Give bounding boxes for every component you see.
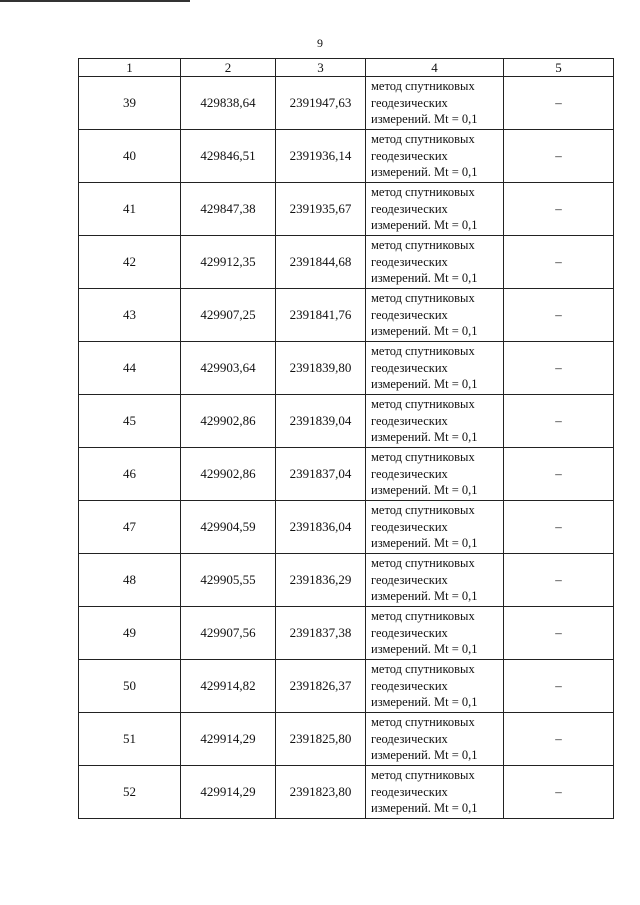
method-line: измерений. Mt = 0,1	[371, 801, 478, 816]
method-line: геодезических	[371, 519, 448, 534]
point-number-cell: 40	[79, 130, 181, 183]
note-cell: –	[504, 183, 614, 236]
y-coordinate-cell: 2391841,76	[276, 289, 366, 342]
y-coordinate-cell: 2391837,04	[276, 448, 366, 501]
coordinates-table	[78, 58, 614, 819]
method-line: метод спутниковых	[371, 662, 475, 677]
header-cell-4: 4	[366, 59, 504, 77]
table-row	[79, 607, 614, 660]
method-line: измерений. Mt = 0,1	[371, 377, 478, 392]
method-line: геодезических	[371, 625, 448, 640]
x-coordinate-cell: 429907,56	[181, 607, 276, 660]
method-line: метод спутниковых	[371, 132, 475, 147]
table-row	[79, 660, 614, 713]
method-line: геодезических	[371, 307, 448, 322]
method-line: геодезических	[371, 466, 448, 481]
method-cell	[366, 660, 504, 713]
header-cell-3: 3	[276, 59, 366, 77]
top-rule	[0, 0, 190, 2]
x-coordinate-cell: 429905,55	[181, 554, 276, 607]
x-coordinate-cell: 429914,29	[181, 766, 276, 819]
header-cell-1: 1	[79, 59, 181, 77]
method-cell	[366, 395, 504, 448]
method-cell	[366, 713, 504, 766]
point-number-cell: 46	[79, 448, 181, 501]
note-cell: –	[504, 766, 614, 819]
point-number-cell: 52	[79, 766, 181, 819]
x-coordinate-cell: 429847,38	[181, 183, 276, 236]
x-coordinate-cell: 429912,35	[181, 236, 276, 289]
note-cell: –	[504, 501, 614, 554]
x-coordinate-cell: 429902,86	[181, 448, 276, 501]
table-row	[79, 77, 614, 130]
method-line: измерений. Mt = 0,1	[371, 165, 478, 180]
y-coordinate-cell: 2391825,80	[276, 713, 366, 766]
x-coordinate-cell: 429907,25	[181, 289, 276, 342]
method-line: метод спутниковых	[371, 79, 475, 94]
note-cell: –	[504, 607, 614, 660]
method-line: измерений. Mt = 0,1	[371, 642, 478, 657]
method-line: геодезических	[371, 201, 448, 216]
method-line: метод спутниковых	[371, 609, 475, 624]
method-line: метод спутниковых	[371, 715, 475, 730]
method-line: метод спутниковых	[371, 450, 475, 465]
table-body	[79, 77, 614, 819]
method-line: метод спутниковых	[371, 556, 475, 571]
x-coordinate-cell: 429838,64	[181, 77, 276, 130]
method-line: геодезических	[371, 678, 448, 693]
note-cell: –	[504, 448, 614, 501]
x-coordinate-cell: 429914,29	[181, 713, 276, 766]
method-line: геодезических	[371, 413, 448, 428]
header-cell-5: 5	[504, 59, 614, 77]
table-row	[79, 289, 614, 342]
header-cell-2: 2	[181, 59, 276, 77]
method-line: измерений. Mt = 0,1	[371, 589, 478, 604]
note-cell: –	[504, 660, 614, 713]
x-coordinate-cell: 429914,82	[181, 660, 276, 713]
method-cell	[366, 183, 504, 236]
table-row	[79, 554, 614, 607]
x-coordinate-cell: 429904,59	[181, 501, 276, 554]
method-line: метод спутниковых	[371, 344, 475, 359]
table-row	[79, 501, 614, 554]
table-row	[79, 342, 614, 395]
note-cell: –	[504, 236, 614, 289]
point-number-cell: 48	[79, 554, 181, 607]
method-line: метод спутниковых	[371, 238, 475, 253]
table-row	[79, 236, 614, 289]
method-line: геодезических	[371, 360, 448, 375]
method-line: измерений. Mt = 0,1	[371, 112, 478, 127]
note-cell: –	[504, 289, 614, 342]
method-line: геодезических	[371, 95, 448, 110]
note-cell: –	[504, 554, 614, 607]
table-row	[79, 713, 614, 766]
note-cell: –	[504, 395, 614, 448]
y-coordinate-cell: 2391836,29	[276, 554, 366, 607]
method-line: геодезических	[371, 254, 448, 269]
table-row	[79, 766, 614, 819]
method-line: измерений. Mt = 0,1	[371, 695, 478, 710]
note-cell: –	[504, 713, 614, 766]
x-coordinate-cell: 429846,51	[181, 130, 276, 183]
table-row	[79, 448, 614, 501]
method-line: метод спутниковых	[371, 291, 475, 306]
method-line: измерений. Mt = 0,1	[371, 748, 478, 763]
method-cell	[366, 342, 504, 395]
method-line: геодезических	[371, 148, 448, 163]
method-line: измерений. Mt = 0,1	[371, 430, 478, 445]
point-number-cell: 42	[79, 236, 181, 289]
method-line: геодезических	[371, 784, 448, 799]
page-number: 9	[317, 36, 323, 50]
table-row	[79, 183, 614, 236]
note-cell: –	[504, 77, 614, 130]
y-coordinate-cell: 2391947,63	[276, 77, 366, 130]
y-coordinate-cell: 2391935,67	[276, 183, 366, 236]
y-coordinate-cell: 2391839,04	[276, 395, 366, 448]
point-number-cell: 47	[79, 501, 181, 554]
header-row	[79, 59, 614, 77]
note-cell: –	[504, 342, 614, 395]
method-line: измерений. Mt = 0,1	[371, 218, 478, 233]
method-line: метод спутниковых	[371, 503, 475, 518]
method-line: метод спутниковых	[371, 185, 475, 200]
method-line: измерений. Mt = 0,1	[371, 271, 478, 286]
method-line: геодезических	[371, 572, 448, 587]
table-row	[79, 130, 614, 183]
point-number-cell: 41	[79, 183, 181, 236]
method-line: метод спутниковых	[371, 768, 475, 783]
method-cell	[366, 289, 504, 342]
y-coordinate-cell: 2391839,80	[276, 342, 366, 395]
method-cell	[366, 130, 504, 183]
y-coordinate-cell: 2391936,14	[276, 130, 366, 183]
method-line: измерений. Mt = 0,1	[371, 324, 478, 339]
point-number-cell: 44	[79, 342, 181, 395]
method-cell	[366, 501, 504, 554]
method-cell	[366, 607, 504, 660]
point-number-cell: 39	[79, 77, 181, 130]
point-number-cell: 43	[79, 289, 181, 342]
point-number-cell: 50	[79, 660, 181, 713]
method-cell	[366, 554, 504, 607]
table-row	[79, 395, 614, 448]
y-coordinate-cell: 2391823,80	[276, 766, 366, 819]
point-number-cell: 51	[79, 713, 181, 766]
y-coordinate-cell: 2391844,68	[276, 236, 366, 289]
method-cell	[366, 448, 504, 501]
x-coordinate-cell: 429902,86	[181, 395, 276, 448]
note-cell: –	[504, 130, 614, 183]
method-cell	[366, 766, 504, 819]
y-coordinate-cell: 2391826,37	[276, 660, 366, 713]
point-number-cell: 49	[79, 607, 181, 660]
method-cell	[366, 236, 504, 289]
y-coordinate-cell: 2391837,38	[276, 607, 366, 660]
point-number-cell: 45	[79, 395, 181, 448]
method-line: геодезических	[371, 731, 448, 746]
method-line: измерений. Mt = 0,1	[371, 483, 478, 498]
method-line: метод спутниковых	[371, 397, 475, 412]
method-line: измерений. Mt = 0,1	[371, 536, 478, 551]
y-coordinate-cell: 2391836,04	[276, 501, 366, 554]
method-cell	[366, 77, 504, 130]
x-coordinate-cell: 429903,64	[181, 342, 276, 395]
